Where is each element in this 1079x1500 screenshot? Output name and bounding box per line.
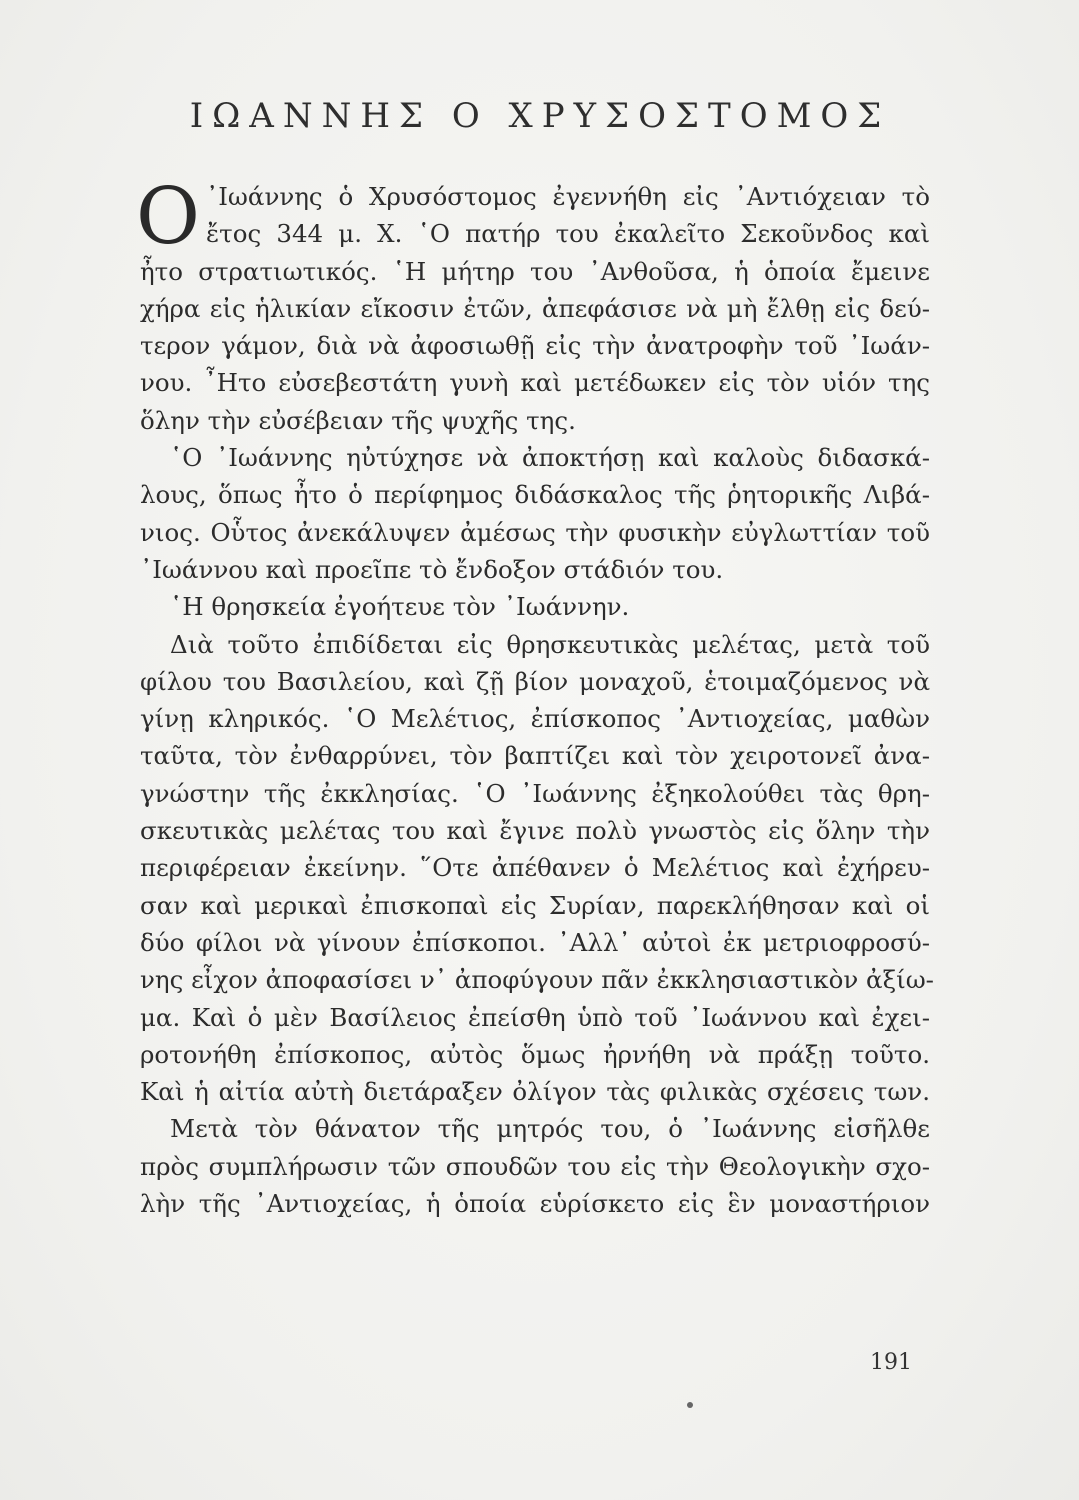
drop-cap: Ο [136, 172, 200, 262]
text-line: ῾Ο ᾿Ιωάννης ηὐτύχησε νὰ ἀποκτήσῃ καὶ καλοὺς διδασκά- [170, 443, 930, 473]
text-line: Καὶ ἡ αἰτία αὐτὴ διετάραξεν ὀλίγον τὰς φιλικὰς σχέσεις των. [140, 1077, 930, 1107]
opening-paragraph [136, 172, 930, 262]
text-lines [140, 253, 934, 1223]
text-line: ἦτο στρατιωτικός. ῾Η μήτηρ του ᾿Ανθοῦσα, ἡ ὁποία ἔμεινε [140, 256, 930, 286]
text-line: μα. Καὶ ὁ μὲν Βασίλειος ἐπείσθη ὑπὸ τοῦ ᾿Ιωάννου καὶ ἐχει- [140, 1002, 930, 1032]
text-line: Μετὰ τὸν θάνατον τῆς μητρός του, ὁ ᾿Ιωάννης εἰσῆλθε [170, 1114, 930, 1144]
text-line: γίνῃ κληρικός. ῾Ο Μελέτιος, ἐπίσκοπος ᾿Αντιοχείας, μαθὼν [140, 704, 930, 734]
text-line: ροτονήθη ἐπίσκοπος, αὐτὸς ὅμως ἠρνήθη νὰ πράξῃ τοῦτο. [140, 1039, 930, 1069]
text-line: σαν καὶ μερικαὶ ἐπισκοπαὶ εἰς Συρίαν, παρεκλήθησαν καὶ οἱ [140, 890, 930, 920]
text-line: χήρα εἰς ἡλικίαν εἴκοσιν ἐτῶν, ἀπεφάσισε νὰ μὴ ἔλθῃ εἰς δεύ- [140, 293, 930, 323]
text-line: σκευτικὰς μελέτας του καὶ ἔγινε πολὺ γνωστὸς εἰς ὅλην τὴν [140, 816, 930, 846]
text-line: νου. ῏Ητο εὐσεβεστάτη γυνὴ καὶ μετέδωκεν εἰς τὸν υἱόν της [140, 368, 930, 398]
text-line: νιος. Οὗτος ἀνεκάλυψεν ἀμέσως τὴν φυσικὴν εὐγλωττίαν τοῦ [140, 517, 930, 547]
text-line: δύο φίλοι νὰ γίνουν ἐπίσκοποι. ᾿Αλλ᾿ αὐτοὶ ἐκ μετριοφροσύ- [140, 927, 930, 957]
text-line: ᾿Ιωάννης ὁ Χρυσόστομος ἐγεννήθη εἰς ᾿Αντιόχειαν τὸ [206, 182, 930, 211]
chapter-title: ΙΩΑΝΝΗΣ Ο ΧΡΥΣΟΣΤΟΜΟΣ [189, 96, 891, 136]
text-line: ᾿Ιωάννου καὶ προεῖπε τὸ ἔνδοξον στάδιόν του. [140, 554, 724, 584]
ink-dot [687, 1402, 693, 1408]
body-text [136, 172, 934, 1222]
text-line: γνώστην τῆς ἐκκλησίας. ῾Ο ᾿Ιωάννης ἐξηκολούθει τὰς θρη- [140, 778, 930, 808]
text-line: ῾Η θρησκεία ἐγοήτευε τὸν ᾿Ιωάννην. [170, 592, 630, 622]
text-line: περιφέρειαν ἐκείνην. ῞Οτε ἀπέθανεν ὁ Μελέτιος καὶ ἐχήρευ- [140, 853, 930, 883]
text-line: πρὸς συμπλήρωσιν τῶν σπουδῶν του εἰς τὴν Θεολογικὴν σχο- [140, 1151, 930, 1181]
text-line: ταῦτα, τὸν ἐνθαρρύνει, τὸν βαπτίζει καὶ τὸν χειροτονεῖ ἀνα- [140, 741, 930, 771]
text-line: ἔτος 344 μ. Χ. ῾Ο πατήρ του ἐκαλεῖτο Σεκοῦνδος καὶ [206, 219, 930, 249]
text-line: λὴν τῆς ᾿Αντιοχείας, ἡ ὁποία εὑρίσκετο εἰς ἓν μοναστήριον [140, 1189, 930, 1219]
text-line: λους, ὅπως ἦτο ὁ περίφημος διδάσκαλος τῆς ῥητορικῆς Λιβά- [140, 480, 930, 510]
page-number: 191 [870, 1350, 912, 1375]
text-line: ὅλην τὴν εὐσέβειαν τῆς ψυχῆς της. [140, 405, 576, 435]
text-line: νης εἶχον ἀποφασίσει ν᾿ ἀποφύγουν πᾶν ἐκκλησιαστικὸν ἀξίω- [140, 965, 934, 995]
text-line: φίλου του Βασιλείου, καὶ ζῇ βίον μοναχοῦ, ἑτοιμαζόμενος νὰ [140, 666, 930, 696]
text-line: Διὰ τοῦτο ἐπιδίδεται εἰς θρησκευτικὰς μελέτας, μετὰ τοῦ [170, 629, 930, 659]
text-line: τερον γάμον, διὰ νὰ ἀφοσιωθῇ εἰς τὴν ἀνατροφὴν τοῦ ᾿Ιωάν- [140, 331, 930, 361]
